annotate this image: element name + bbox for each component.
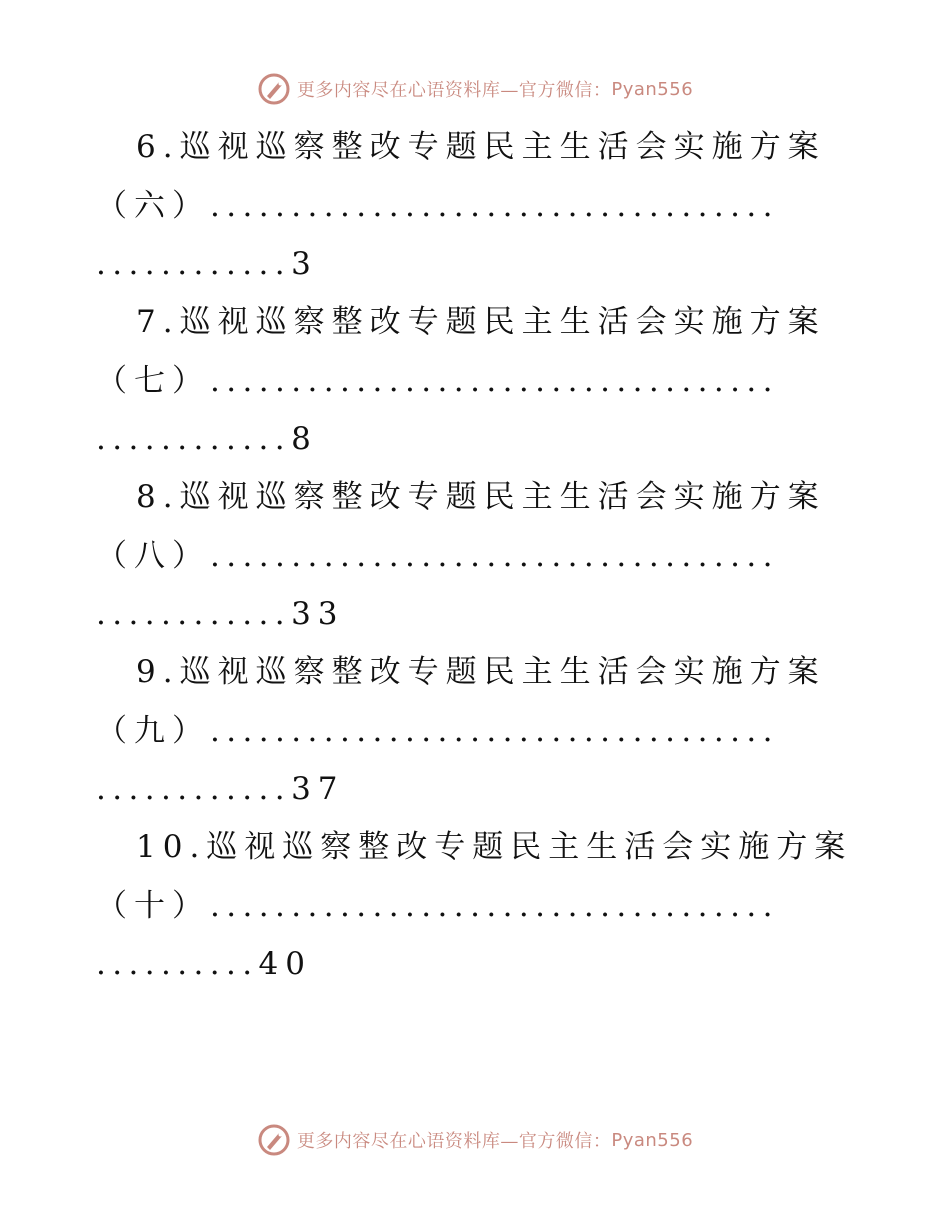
toc-leader-dots: ................................... [210, 713, 779, 749]
toc-entry-page-line[interactable] [96, 419, 318, 459]
toc-entry-title[interactable]: 8.巡视巡察整改专题民主生活会实施方案 [136, 479, 826, 515]
toc-leader-dots: ................................... [210, 188, 779, 224]
pen-nib-seal-icon [257, 1123, 291, 1157]
watermark-wechat-id: Pyan556 [611, 1129, 694, 1151]
toc-entry-suffix: （六） [96, 188, 210, 224]
toc-leader-dots: ............ [96, 246, 292, 282]
watermark-wechat-id: Pyan556 [611, 78, 694, 100]
toc-entry-title[interactable]: 9.巡视巡察整改专题民主生活会实施方案 [136, 654, 826, 690]
toc-leader-dots: ............ [96, 771, 292, 807]
toc-page-number: 8 [291, 421, 318, 457]
toc-entry-continuation[interactable] [96, 361, 779, 401]
toc-entry-continuation[interactable] [96, 886, 779, 926]
toc-entry-suffix: （七） [96, 363, 210, 399]
toc-entry-continuation[interactable] [96, 536, 779, 576]
watermark-text: 更多内容尽在心语资料库—官方微信： [296, 80, 612, 101]
toc-entry-title[interactable]: 10.巡视巡察整改专题民主生活会实施方案 [136, 829, 853, 865]
toc-entry-page-line[interactable] [96, 769, 345, 809]
toc-page-number: 40 [258, 946, 312, 982]
toc-entry-suffix: （九） [96, 713, 210, 749]
toc-page-number: 33 [291, 596, 345, 632]
toc-leader-dots: ................................... [210, 888, 779, 924]
toc-entry-page-line[interactable] [96, 594, 345, 634]
toc-page-number: 37 [291, 771, 345, 807]
header-watermark [0, 72, 950, 106]
toc-leader-dots: ................................... [210, 363, 779, 399]
toc-entry-suffix: （十） [96, 888, 210, 924]
toc-leader-dots: ................................... [210, 538, 779, 574]
watermark-text: 更多内容尽在心语资料库—官方微信： [296, 1131, 612, 1152]
pen-nib-seal-icon [257, 72, 291, 106]
toc-entry-suffix: （八） [96, 538, 210, 574]
toc-entry-page-line[interactable] [96, 244, 318, 284]
toc-entry-title[interactable]: 7.巡视巡察整改专题民主生活会实施方案 [136, 304, 826, 340]
footer-watermark [0, 1123, 950, 1157]
toc-entry-page-line[interactable] [96, 944, 312, 984]
toc-entry-continuation[interactable] [96, 711, 779, 751]
toc-page-number: 3 [291, 246, 318, 282]
toc-leader-dots: .......... [96, 946, 259, 982]
toc-leader-dots: ............ [96, 596, 292, 632]
toc-entry-continuation[interactable] [96, 186, 779, 226]
toc-leader-dots: ............ [96, 421, 292, 457]
toc-entry-title[interactable]: 6.巡视巡察整改专题民主生活会实施方案 [136, 129, 826, 165]
